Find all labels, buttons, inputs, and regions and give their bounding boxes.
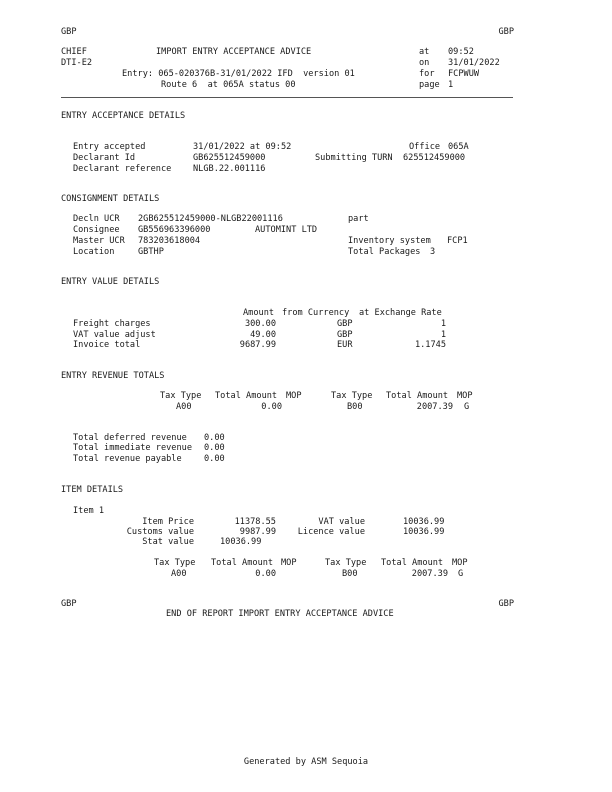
revenue-col-tax-type: Tax Type (331, 391, 373, 401)
currency-right: GBP (498, 27, 514, 37)
part-label: part (348, 214, 369, 224)
footer-currency-right: GBP (498, 599, 514, 609)
item-col-mop: MOP (452, 558, 468, 568)
consignment-heading: CONSIGNMENT DETAILS (61, 194, 160, 204)
report-title: IMPORT ENTRY ACCEPTANCE ADVICE (156, 47, 312, 57)
item-col-mop: MOP (281, 558, 297, 568)
end-of-report: END OF REPORT IMPORT ENTRY ACCEPTANCE ADVICE (166, 609, 394, 619)
system-name: CHIEF (61, 47, 87, 57)
stat-value-value: 10036.99 (220, 537, 262, 547)
item-col-total-amount: Total Amount (381, 558, 444, 568)
at-label: at (419, 47, 430, 57)
vat-value-value: 10036.99 (403, 517, 445, 527)
declarant-ref-value: NLGB.22.001116 (193, 164, 266, 174)
value-row-currency: GBP (337, 330, 353, 340)
stat-value-label: Stat value (142, 537, 194, 547)
col-amount: Amount (243, 308, 275, 318)
customs-value-label: Customs value (126, 527, 194, 537)
value-row-label: Invoice total (73, 340, 141, 350)
item-price-label: Item Price (142, 517, 194, 527)
master-ucr-label: Master UCR (73, 236, 125, 246)
declarant-ref-label: Declarant reference (73, 164, 172, 174)
col-exchange-rate: at Exchange Rate (359, 308, 442, 318)
master-ucr-value: 783203618004 (138, 236, 201, 246)
on-value: 31/01/2022 (448, 58, 500, 68)
declarant-id-label: Declarant Id (73, 153, 136, 163)
value-row-amount: 49.00 (250, 330, 276, 340)
currency-left: GBP (61, 27, 77, 37)
revenue-totals-heading: ENTRY REVENUE TOTALS (61, 371, 165, 381)
entry-value-heading: ENTRY VALUE DETAILS (61, 277, 160, 287)
header-divider (61, 97, 513, 98)
declarant-id-value: GB625512459000 (193, 153, 266, 163)
at-value: 09:52 (448, 47, 474, 57)
value-row-label: Freight charges (73, 319, 151, 329)
submitting-turn-value: 625512459000 (403, 153, 466, 163)
generator-text: Generated by ASM Sequoia (243, 757, 369, 767)
page-label: page (419, 80, 440, 90)
item-tax-type: B00 (342, 569, 358, 579)
revenue-col-tax-type: Tax Type (160, 391, 202, 401)
inventory-value: FCP1 (447, 236, 468, 246)
item-amount: 0.00 (255, 569, 276, 579)
revenue-col-mop: MOP (286, 391, 302, 401)
item-tax-type: A00 (171, 569, 187, 579)
for-value: FCPWUW (448, 69, 480, 79)
submitting-turn-label: Submitting TURN (315, 153, 393, 163)
value-row-currency: EUR (337, 340, 353, 350)
entry-accepted-value: 31/01/2022 at 09:52 (193, 142, 292, 152)
item-price-value: 11378.55 (234, 517, 276, 527)
revenue-mop: G (464, 402, 470, 412)
value-row-amount: 300.00 (244, 319, 276, 329)
vat-value-label: VAT value (318, 517, 365, 527)
revenue-amount: 0.00 (261, 402, 282, 412)
item-amount: 2007.39 (411, 569, 448, 579)
revenue-col-mop: MOP (457, 391, 473, 401)
item-col-tax-type: Tax Type (325, 558, 367, 568)
consignee-value: GB556963396000 (138, 225, 211, 235)
value-row-amount: 9687.99 (239, 340, 276, 350)
decln-ucr-value: 2GB625512459000-NLGB22001116 (138, 214, 283, 224)
inventory-label: Inventory system (348, 236, 431, 246)
item-label: Item 1 (73, 506, 105, 516)
revenue-col-total-amount: Total Amount (215, 391, 278, 401)
col-from-currency: from Currency (282, 308, 350, 318)
deferred-revenue-label: Total deferred revenue (73, 433, 187, 443)
revenue-col-total-amount: Total Amount (386, 391, 449, 401)
report-ref: DTI-E2 (61, 58, 93, 68)
item-col-tax-type: Tax Type (154, 558, 196, 568)
value-row-currency: GBP (337, 319, 353, 329)
item-mop: G (458, 569, 464, 579)
revenue-payable-label: Total revenue payable (73, 454, 182, 464)
value-row-label: VAT value adjust (73, 330, 156, 340)
licence-value-value: 10036.99 (403, 527, 445, 537)
revenue-tax-type: B00 (347, 402, 363, 412)
total-packages-value: 3 (430, 247, 436, 257)
on-label: on (419, 58, 430, 68)
immediate-revenue-label: Total immediate revenue (73, 443, 192, 453)
location-value: GBTHP (138, 247, 164, 257)
entry-accepted-label: Entry accepted (73, 142, 146, 152)
item-col-total-amount: Total Amount (211, 558, 274, 568)
value-row-rate: 1 (440, 330, 446, 340)
revenue-amount: 2007.39 (416, 402, 453, 412)
deferred-revenue-value: 0.00 (204, 433, 225, 443)
consignee-name: AUTOMINT LTD (255, 225, 318, 235)
decln-ucr-label: Decln UCR (73, 214, 120, 224)
licence-value-label: Licence value (297, 527, 365, 537)
office-label: Office (409, 142, 441, 152)
route-line: Route 6 at 065A status 00 (161, 80, 296, 90)
entry-acceptance-heading: ENTRY ACCEPTANCE DETAILS (61, 111, 186, 121)
total-packages-label: Total Packages (348, 247, 421, 257)
immediate-revenue-value: 0.00 (204, 443, 225, 453)
consignee-label: Consignee (73, 225, 120, 235)
location-label: Location (73, 247, 115, 257)
revenue-payable-value: 0.00 (204, 454, 225, 464)
page-value: 1 (448, 80, 454, 90)
customs-value-value: 9987.99 (239, 527, 276, 537)
office-value: 065A (448, 142, 469, 152)
footer-currency-left: GBP (61, 599, 77, 609)
value-row-rate: 1.1745 (414, 340, 446, 350)
entry-line: Entry: 065-020376B-31/01/2022 IFD version 01 (122, 69, 355, 79)
revenue-tax-type: A00 (176, 402, 192, 412)
value-row-rate: 1 (440, 319, 446, 329)
item-details-heading: ITEM DETAILS (61, 485, 124, 495)
for-label: for (419, 69, 435, 79)
